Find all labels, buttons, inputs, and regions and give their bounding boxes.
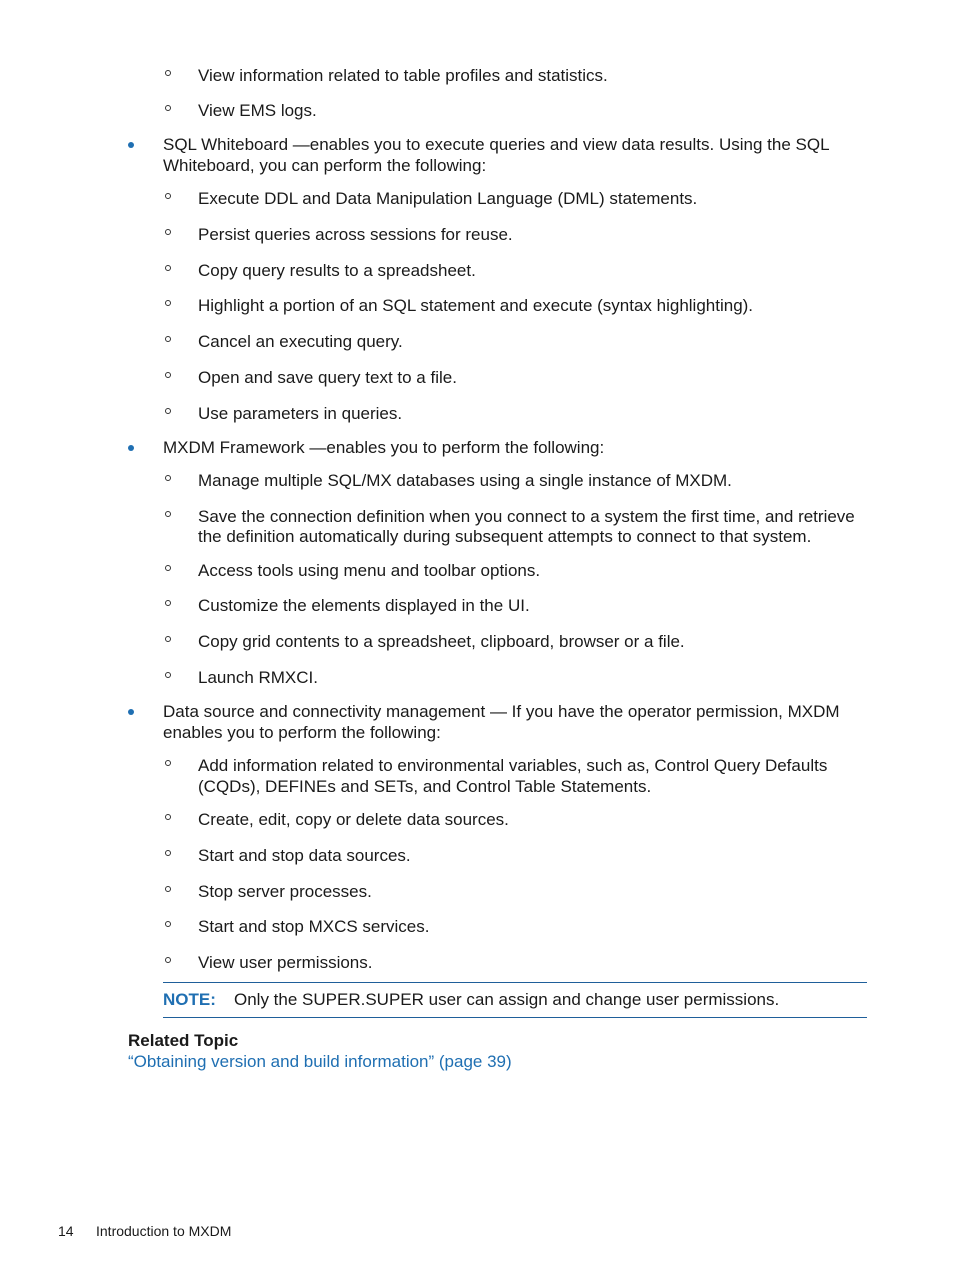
list-item: Copy grid contents to a spreadsheet, clipboard, browser or a file.	[198, 632, 685, 651]
related-topic-heading: Related Topic	[128, 1031, 239, 1050]
list-item: Highlight a portion of an SQL statement and execute (syntax highlighting).	[198, 296, 754, 315]
list-item: Start and stop MXCS services.	[198, 917, 430, 936]
sub-bullet-marker	[165, 672, 171, 678]
sub-bullet-marker	[165, 565, 171, 571]
chapter-title: Introduction to MXDM	[96, 1223, 232, 1239]
list-item: Persist queries across sessions for reuse.	[198, 225, 513, 244]
sub-bullet-marker	[165, 193, 171, 199]
note-text: Only the SUPER.SUPER user can assign and change user permissions.	[234, 990, 780, 1009]
sub-bullet-marker	[165, 886, 171, 892]
sub-bullet-marker	[165, 850, 171, 856]
bullet-text: enables you to perform the following:	[163, 723, 441, 742]
sub-bullet-marker	[165, 372, 171, 378]
list-item: View user permissions.	[198, 953, 373, 972]
sub-bullet-marker	[165, 475, 171, 481]
sub-bullet-marker	[165, 265, 171, 271]
sub-bullet-marker	[165, 300, 171, 306]
bullet-text: Whiteboard, you can perform the following:	[163, 156, 487, 175]
related-topic-link[interactable]: “Obtaining version and build information” (page 39)	[128, 1052, 512, 1071]
list-item: Create, edit, copy or delete data sources.	[198, 810, 509, 829]
list-item: Access tools using menu and toolbar options.	[198, 561, 541, 580]
bullet-marker	[128, 709, 134, 715]
list-item: Use parameters in queries.	[198, 404, 403, 423]
bullet-marker	[128, 142, 134, 148]
list-item: Add information related to environmental variables, such as, Control Query Defaults	[198, 756, 828, 775]
note-bottom-rule	[163, 1017, 867, 1018]
note-label: NOTE:	[163, 990, 216, 1009]
sub-bullet-marker	[165, 511, 171, 517]
sub-bullet-marker	[165, 229, 171, 235]
bullet-text: MXDM Framework —enables you to perform the following:	[163, 438, 605, 457]
sub-bullet-marker	[165, 336, 171, 342]
sub-bullet-marker	[165, 408, 171, 414]
sub-bullet-marker	[165, 105, 171, 111]
list-item: Launch RMXCI.	[198, 668, 318, 687]
sub-bullet-marker	[165, 760, 171, 766]
list-item: Manage multiple SQL/MX databases using a single instance of MXDM.	[198, 471, 732, 490]
list-item: Customize the elements displayed in the UI.	[198, 596, 530, 615]
list-item: Copy query results to a spreadsheet.	[198, 261, 476, 280]
list-item-continuation: (CQDs), DEFINEs and SETs, and Control Table Statements.	[198, 777, 652, 796]
sub-bullet-marker	[165, 814, 171, 820]
list-item: Cancel an executing query.	[198, 332, 403, 351]
page-number: 14	[58, 1223, 74, 1239]
list-item: Save the connection definition when you connect to a system the first time, and retrieve	[198, 507, 855, 526]
sub-bullet-marker	[165, 957, 171, 963]
list-item: View EMS logs.	[198, 101, 317, 120]
sub-bullet-marker	[165, 921, 171, 927]
note-top-rule	[163, 982, 867, 983]
list-item: Open and save query text to a file.	[198, 368, 457, 387]
bullet-text: SQL Whiteboard —enables you to execute queries and view data results. Using the SQL	[163, 135, 830, 154]
list-item: Execute DDL and Data Manipulation Language (DML) statements.	[198, 189, 698, 208]
list-item: View information related to table profiles and statistics.	[198, 66, 608, 85]
sub-bullet-marker	[165, 70, 171, 76]
bullet-marker	[128, 445, 134, 451]
list-item: Start and stop data sources.	[198, 846, 411, 865]
bullet-text: Data source and connectivity management — If you have the operator permission, MXDM	[163, 702, 840, 721]
sub-bullet-marker	[165, 600, 171, 606]
list-item: Stop server processes.	[198, 882, 372, 901]
list-item-continuation: the definition automatically during subsequent attempts to connect to that system.	[198, 527, 812, 546]
sub-bullet-marker	[165, 636, 171, 642]
